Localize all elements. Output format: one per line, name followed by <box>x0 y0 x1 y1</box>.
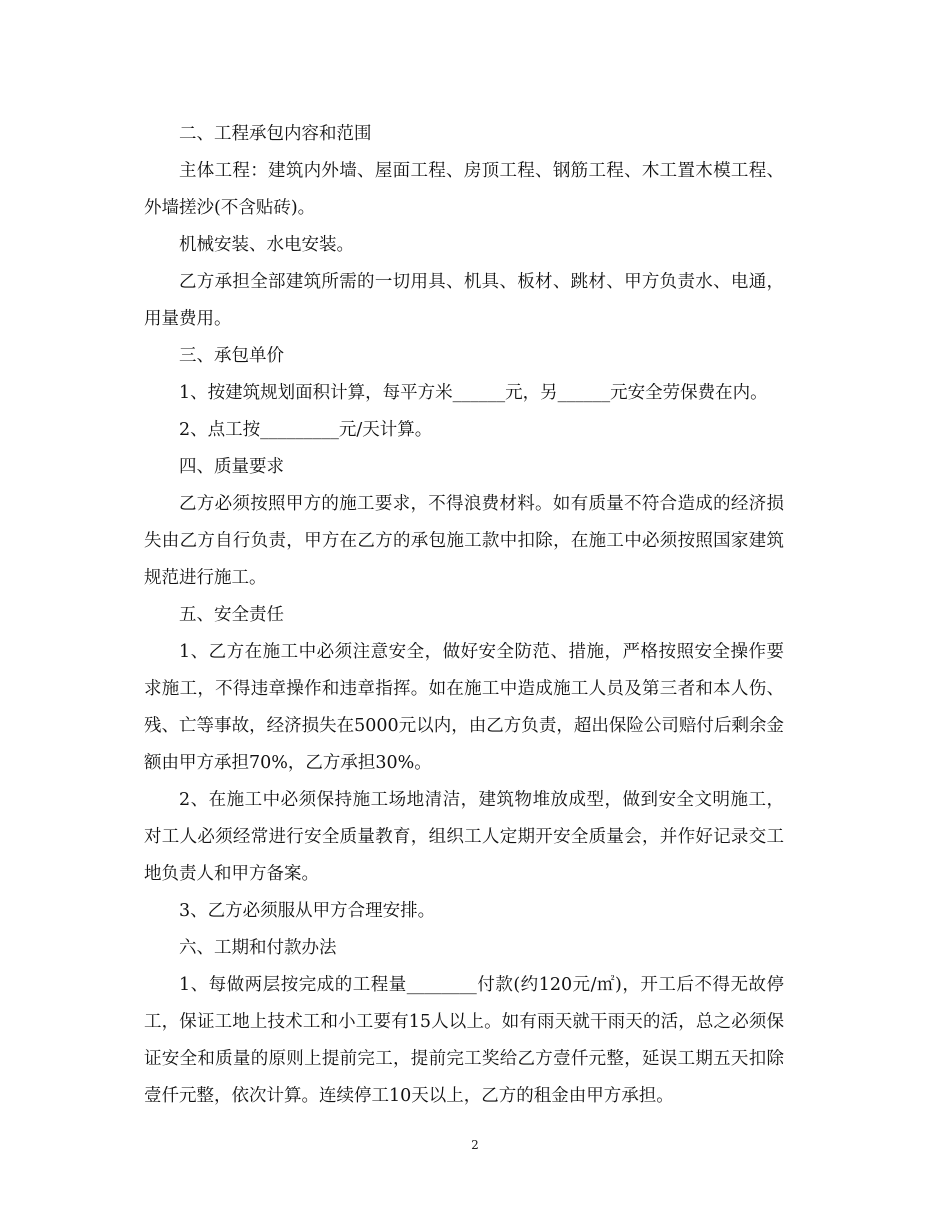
section-heading: 三、承包单价 <box>179 346 284 366</box>
paragraph: 乙方必须按照甲方的施工要求，不得浪费材料。如有质量不符合造成的经济损失由乙方自行负责，甲方在乙方的承包施工款中扣除，在施工中必须按照国家建筑规范进行施工。 <box>144 494 784 588</box>
paragraph: 乙方承担全部建筑所需的一切用具、机具、板材、跳材、甲方负责水、电通，用量费用。 <box>144 272 784 329</box>
paragraph: 机械安装、水电安装。 <box>179 235 354 255</box>
section-heading: 六、工期和付款办法 <box>179 938 337 958</box>
paragraph: 1、按建筑规划面积计算，每平方米______元，另______元安全劳保费在内。 <box>179 383 768 403</box>
paragraph: 1、乙方在施工中必须注意安全，做好安全防范、措施，严格按照安全操作要求施工，不得违章操作和违章指挥。如在施工中造成施工人员及第三者和本人伤、残、亡等事故，经济损失在5000元以内，由乙方负责，超出保险公司赔付后剩余金额由甲方承担70%，乙方承担30%。 <box>144 642 784 773</box>
section-heading: 二、工程承包内容和范围 <box>179 124 372 144</box>
paragraph: 2、点工按_________元/天计算。 <box>179 420 433 440</box>
paragraph: 1、每做两层按完成的工程量________付款(约120元/㎡)，开工后不得无故停工，保证工地上技术工和小工要有15人以上。如有雨天就干雨天的活，总之必须保证安全和质量的原则上提前完工，提前完工奖给乙方壹仟元整，延误工期五天扣除壹仟元整，依次计算。连续停工10天以上，乙方的租金由甲方承担。 <box>144 975 784 1106</box>
page-number: 2 <box>471 1138 479 1152</box>
paragraph: 3、乙方必须服从甲方合理安排。 <box>179 901 436 921</box>
section-heading: 四、质量要求 <box>179 457 284 477</box>
paragraph: 主体工程：建筑内外墙、屋面工程、房顶工程、钢筋工程、木工置木模工程、外墙搓沙(不含贴砖)。 <box>144 161 784 218</box>
section-heading: 五、安全责任 <box>179 605 284 625</box>
paragraph: 2、在施工中必须保持施工场地清洁，建筑物堆放成型，做到安全文明施工，对工人必须经常进行安全质量教育，组织工人定期开安全质量会，并作好记录交工地负责人和甲方备案。 <box>144 790 784 884</box>
document-body <box>144 116 784 1115</box>
